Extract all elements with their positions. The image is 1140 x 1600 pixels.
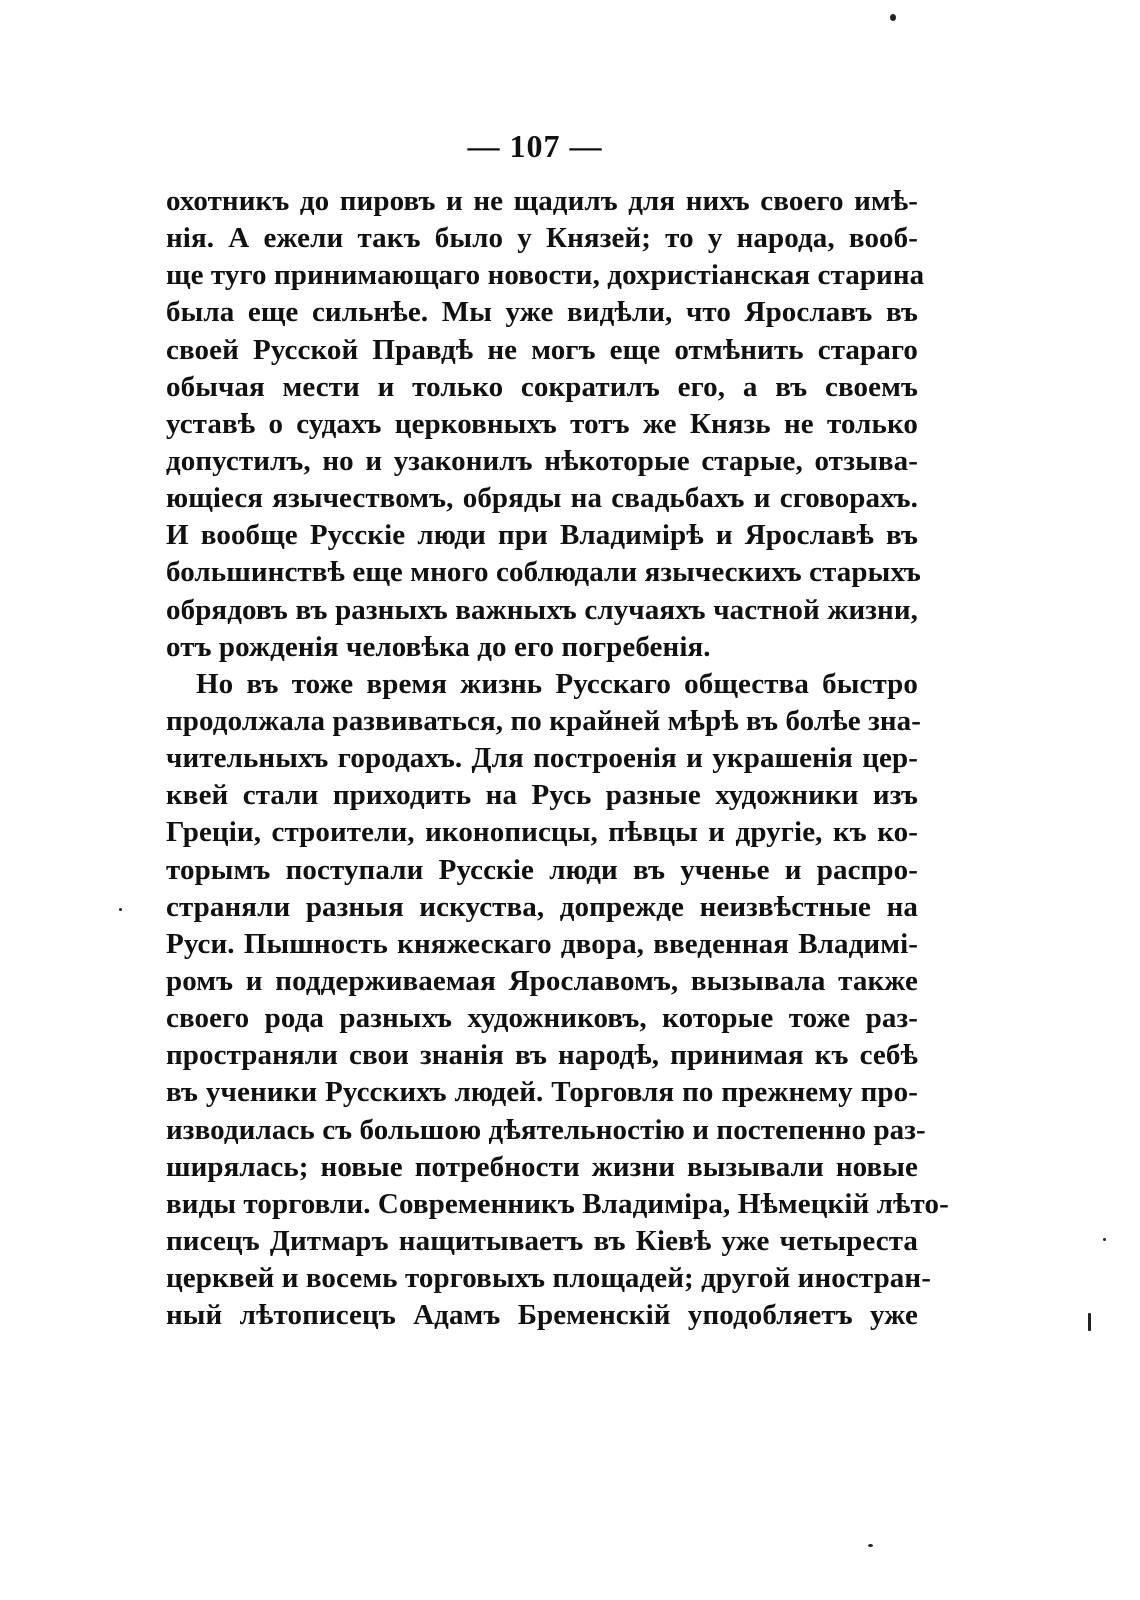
scan-speck: [1103, 1238, 1106, 1241]
text-line: нія. А ежели такъ было у Князей; то у народа, вооб-: [166, 222, 918, 255]
text-line: писецъ Дитмаръ нащитываетъ въ Кіевѣ уже четыреста: [166, 1224, 918, 1257]
scan-speck: [119, 908, 122, 911]
scan-speck: [890, 14, 896, 21]
text-line: церквей и восемь торговыхъ площадей; другой иностран-: [166, 1262, 931, 1295]
text-line: пространяли свои знанія въ народѣ, принимая къ себѣ: [166, 1039, 918, 1072]
text-line: обычая мести и только сократилъ его, а въ своемъ: [166, 370, 918, 403]
text-line: уставѣ о судахъ церковныхъ тотъ же Князь не только: [166, 407, 918, 440]
text-line: изводилась съ большою дѣятельностію и постепенно раз-: [166, 1113, 926, 1146]
text-line: Но въ тоже время жизнь Русскаго общества быстро: [196, 667, 918, 700]
text-line: квей стали приходить на Русь разные художники изъ: [166, 779, 918, 812]
text-line: страняли разныя искуства, допрежде неизвѣстные на: [166, 890, 918, 923]
text-line: Греціи, строители, иконописцы, пѣвцы и другіе, къ ко-: [166, 816, 918, 849]
text-line: ширялась; новые потребности жизни вызывали новые: [166, 1150, 918, 1183]
scan-speck: [1088, 1313, 1091, 1331]
text-line: обрядовъ въ разныхъ важныхъ случаяхъ частной жизни,: [166, 593, 918, 626]
text-line: ще туго принимающаго новости, дохристіанская старина: [166, 259, 925, 292]
text-line: продолжала развиваться, по крайней мѣрѣ въ болѣе зна-: [166, 704, 921, 737]
text-line: Руси. Пышность княжескаго двора, введенная Владимі-: [166, 927, 918, 960]
scan-speck: [868, 1544, 873, 1547]
text-line: была еще сильнѣе. Мы уже видѣли, что Ярославъ въ: [166, 296, 918, 329]
body-text: [166, 183, 949, 1334]
text-line: ющіеся язычествомъ, обряды на свадьбахъ и сговорахъ.: [166, 482, 918, 515]
text-line: чительныхъ городахъ. Для построенія и украшенія цер-: [166, 742, 918, 775]
text-line: виды торговли. Современникъ Владиміра, Нѣмецкій лѣто-: [166, 1187, 949, 1220]
text-line: ромъ и поддерживаемая Ярославомъ, вызывала также: [166, 964, 918, 997]
text-line: въ ученики Русскихъ людей. Торговля по прежнему про-: [166, 1076, 918, 1109]
text-line: большинствѣ еще много соблюдали языческихъ старыхъ: [166, 556, 921, 589]
page-number: — 107 —: [467, 128, 603, 164]
text-line: своей Русской Правдѣ не могъ еще отмѣнить стараго: [166, 333, 918, 366]
text-line: своего рода разныхъ художниковъ, которые тоже раз-: [166, 1002, 918, 1035]
text-line: отъ рожденія человѣка до его погребенія.: [166, 630, 711, 663]
text-line: торымъ поступали Русскіе люди въ ученье и распро-: [166, 853, 918, 886]
text-line: допустилъ, но и узаконилъ нѣкоторые старые, отзыва-: [166, 444, 918, 477]
text-line: ный лѣтописецъ Адамъ Бременскій уподобляетъ уже: [166, 1299, 918, 1332]
text-line: охотникъ до пировъ и не щадилъ для нихъ своего имѣ-: [166, 185, 918, 217]
text-line: И вообще Русскіе люди при Владимірѣ и Ярославѣ въ: [166, 519, 918, 552]
